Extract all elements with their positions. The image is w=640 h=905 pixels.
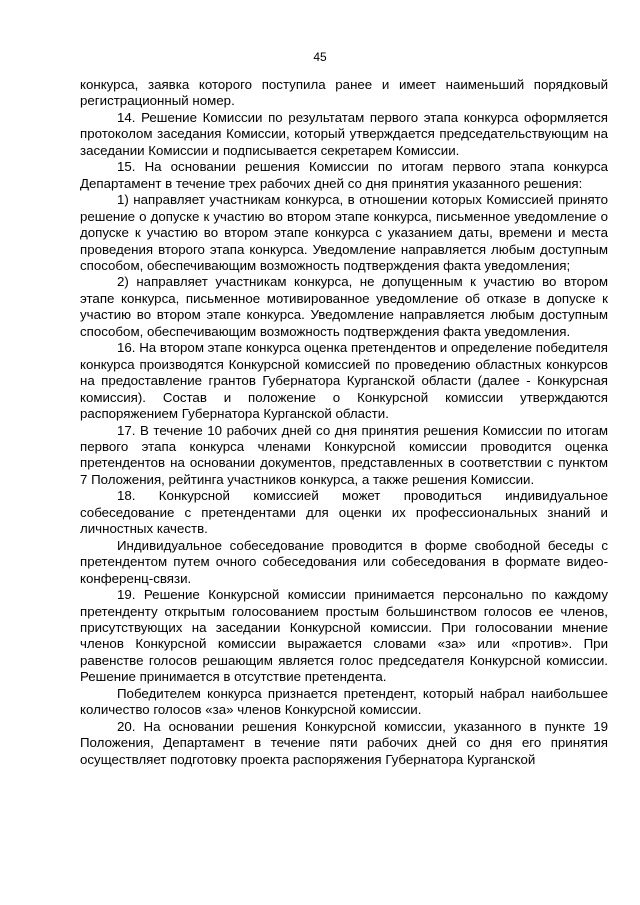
- paragraph-item-14: 14. Решение Комиссии по результатам первого этапа конкурса оформляется протоколом заседания Комиссии, который утверждается председательствующим на заседании Комиссии и подписывается секретарем Комиссии.: [80, 109, 608, 158]
- document-body: [80, 77, 608, 768]
- paragraph-item-18: 18. Конкурсной комиссией может проводиться индивидуальное собеседование с претендентами для оценки их профессиональных знаний и личностных качеств.: [80, 488, 608, 537]
- paragraph-item-16: 16. На втором этапе конкурса оценка претендентов и определение победителя конкурса производятся Конкурсной комиссией по проведению областных конкурсов на предоставление грантов Губернатора Курганской области (далее - Конкурсная комиссия). Состав и положение о Конкурсной комиссии утверждаются распоряжением Губернатора Курганской области.: [80, 340, 608, 422]
- paragraph-item-19-winner: Победителем конкурса признается претендент, который набрал наибольшее количество голосов «за» членов Конкурсной комиссии.: [80, 685, 608, 718]
- paragraph-item-17: 17. В течение 10 рабочих дней со дня принятия решения Комиссии по итогам первого этапа конкурса членами Конкурсной комиссии проводится оценка претендентов на основании документов, представленных в соответствии с пунктом 7 Положения, рейтинга участников конкурса, а также решения Комиссии.: [80, 422, 608, 487]
- paragraph-item-15-sub-2: 2) направляет участникам конкурса, не допущенным к участию во втором этапе конкурса, письменное мотивированное уведомление об отказе в допуске к участию во втором этапе конкурса. Уведомление направляется любым доступным способом, обеспечивающим возможность подтверждения факта уведомления.: [80, 274, 608, 339]
- paragraph-item-20: 20. На основании решения Конкурсной комиссии, указанного в пункте 19 Положения, Департамент в течение пяти рабочих дней со дня его принятия осуществляет подготовку проекта распоряжения Губернатора Курганской: [80, 718, 608, 767]
- page-number: 45: [313, 50, 327, 64]
- paragraph-item-18-interview: Индивидуальное собеседование проводится в форме свободной беседы с претендентом путем очного собеседования или собеседования в формате видео-конференц-связи.: [80, 537, 608, 586]
- paragraph-item-15-sub-1: 1) направляет участникам конкурса, в отношении которых Комиссией принято решение о допуске к участию во втором этапе конкурса, письменное уведомление о допуске к участию во втором этапе конкурса с указанием даты, времени и места проведения второго этапа конкурса. Уведомление направляется любым доступным способом, обеспечивающим возможность подтверждения факта уведомления;: [80, 192, 608, 273]
- paragraph-continuation: конкурса, заявка которого поступила ранее и имеет наименьший порядковый регистрационный номер.: [80, 77, 608, 109]
- paragraph-item-15: 15. На основании решения Комиссии по итогам первого этапа конкурса Департамент в течение трех рабочих дней со дня принятия указанного решения:: [80, 159, 608, 191]
- paragraph-item-19: 19. Решение Конкурсной комиссии принимается персонально по каждому претенденту открытым голосованием простым большинством голосов ее членов, присутствующих на заседании Конкурсной комиссии. При голосовании мнение членов Конкурсной комиссии выражается словами «за» или «против». При равенстве голосов решающим является голос председателя Конкурсной комиссии. Решение принимается в отсутствие претендента.: [80, 587, 608, 685]
